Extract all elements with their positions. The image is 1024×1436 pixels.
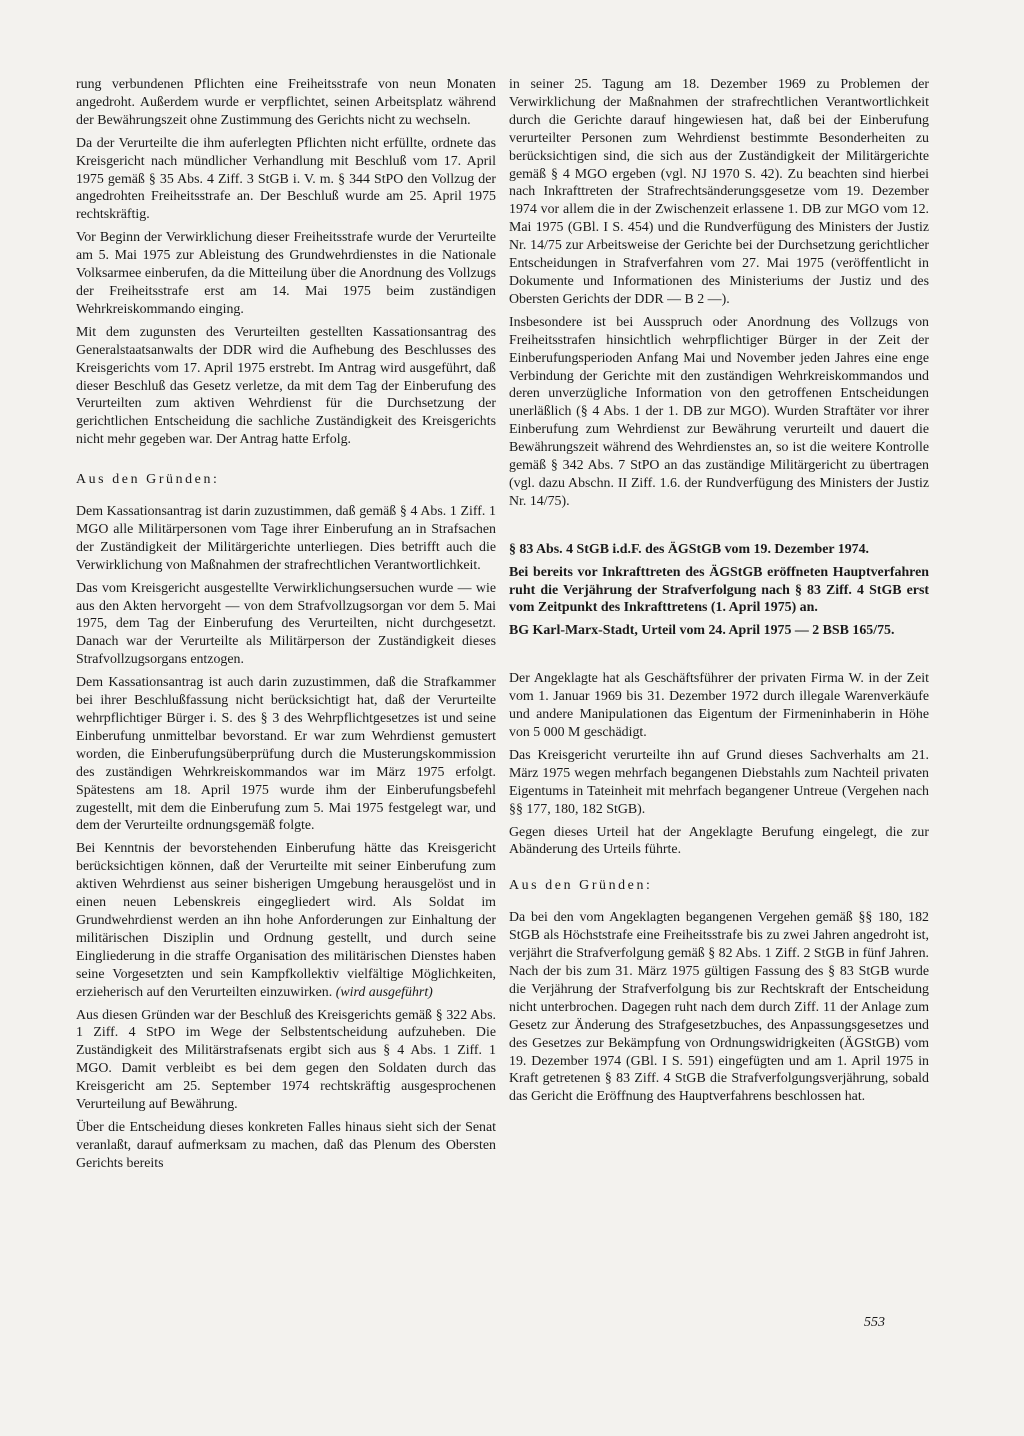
paragraph: Dem Kassationsantrag ist darin zuzustimmen, daß gemäß § 4 Abs. 1 Ziff. 1 MGO alle Militärpersonen vom Tage ihrer Einberufung an in Strafsachen der Zuständigkeit der Militärgerichte unterliegen. Dies betrifft auch die Verwirklichung von Maßnahmen der strafrechtlichen Verantwortlichkeit. xyxy=(76,504,496,573)
paragraph: Das vom Kreisgericht ausgestellte Verwirklichungsersuchen wurde — wie aus den Akten hervorgeht — von dem Strafvollzugsorgan vor dem 5. Mai 1975, dem Tag der Einberufung des Verurteilten, nicht durchgesetzt. Danach war der Verurteilte als Militärperson der Zuständigkeit dieses Strafvollzugsorgans entzogen. xyxy=(76,580,496,668)
paragraph: Insbesondere ist bei Ausspruch oder Anordnung des Vollzugs von Freiheitsstrafen hinsichtlich wehrpflichtiger Bürger in der Zeit der Einberufungsperioden Anfang Mai und November jeden Jahres eine enge Verbindung der Gerichte mit den zuständigen Wehrkreiskommandos und deren unverzügliche Information von den getroffenen Entscheidungen unerläßlich (§ 4 Abs. 1 der 1. DB zur MGO). Wurden Straftäter vor ihrer Einberufung zum Wehrdienst zur Bewährung verurteilt und dauert die Bewährungszeit während des Wehrdienstes an, so ist die weitere Kontrolle gemäß § 342 Abs. 7 StPO an das zuständige Militärgericht zu übertragen (vgl. dazu Abschn. II Ziff. 1.6. der Rundverfügung des Ministers der Justiz Nr. 14/75). xyxy=(509,314,929,509)
case-heading-headnote: Bei bereits vor Inkrafttreten des ÄGStGB eröffneten Hauptverfahren ruht die Verjährung der Strafverfolgung nach § 83 Ziff. 4 StGB erst vom Zeitpunkt des Inkrafttretens (1. April 1975) an. xyxy=(509,564,929,616)
paragraph xyxy=(76,840,496,1001)
paragraph: Der Angeklagte hat als Geschäftsführer der privaten Firma W. in der Zeit vom 1. Januar 1969 bis 31. Dezember 1972 durch illegale Warenverkäufe und andere Manipulationen das Eigentum der Firmeninhaberin in Höhe von 5 000 M geschädigt. xyxy=(509,671,929,740)
left-column xyxy=(76,76,496,1178)
italic-note: (wird ausgeführt) xyxy=(335,984,433,1000)
paragraph: Mit dem zugunsten des Verurteilten gestellten Kassationsantrag des Generalstaatsanwalts der DDR wird die Aufhebung des Beschlusses des Kreisgerichts vom 17. April 1975 erstrebt. Im Antrag wird ausgeführt, daß dieser Beschluß das Gesetz verletze, da mit dem Tag der Einberufung des Verurteilten zum aktiven Wehrdienst für die Durchsetzung der gerichtlichen Entscheidung die sachliche Zuständigkeit des Kreisgerichts nicht mehr gegeben war. Der Antrag hatte Erfolg. xyxy=(76,324,496,448)
case-heading-citation: BG Karl-Marx-Stadt, Urteil vom 24. April 1975 — 2 BSB 165/75. xyxy=(509,623,895,639)
paragraph-text: Bei Kenntnis der bevorstehenden Einberufung hätte das Kreisgericht berücksichtigen können, daß der Verurteilte mit seiner Einberufung zum aktiven Wehrdienst aus seiner bisherigen Umgebung herausgelöst und in einen neuen Lebenskreis eingegliedert wird. Als Soldat im Grundwehrdienst werden an ihn hohe Anforderungen zur Einhaltung der militärischen Disziplin und Ordnung gestellt, und durch seine Eingliederung in die straffe Organisation des militärischen Dienstes haben seine Vorgesetzten und sein Kampfkollektiv vielfältige Möglichkeiten, erzieherisch auf den Verurteilten einzuwirken. xyxy=(76,841,496,1000)
case-heading-statute: § 83 Abs. 4 StGB i.d.F. des ÄGStGB vom 19. Dezember 1974. xyxy=(509,541,870,557)
section-subheading: Aus den Gründen: xyxy=(76,472,220,488)
paragraph: rung verbundenen Pflichten eine Freiheitsstrafe von neun Monaten angedroht. Außerdem wurde er verpflichtet, seinen Arbeitsplatz während der Bewährungszeit ohne Zustimmung des Gerichts nicht zu wechseln. xyxy=(76,77,496,128)
paragraph: in seiner 25. Tagung am 18. Dezember 1969 zu Problemen der Verwirklichung der Maßnahmen der strafrechtlichen Verantwortlichkeit durch die Gerichte darauf hingewiesen hat, daß bei der Einberufung verurteilter Personen zum Wehrdienst bestimmte Besonderheiten zu berücksichtigen sind, die sich aus der Zuständigkeit der Militärgerichte gemäß § 4 MGO ergeben (vgl. NJ 1970 S. 42). Zu beachten sind hierbei nach Inkrafttreten der Strafrechtsänderungsgesetze vom 19. Dezember 1974 vor allem die in der Zwischenzeit erlassene 1. DB zur MGO vom 12. Mai 1975 (GBl. I S. 454) und die Rundverfügung des Ministers der Justiz Nr. 14/75 zur Arbeitsweise der Gerichte bei der Durchsetzung gerichtlicher Entscheidungen in Strafverfahren vom 27. Mai 1975 (veröffentlicht in Dokumente und Informationen des Ministeriums der Justiz und des Obersten Gerichts der DDR — B 2 —). xyxy=(509,77,929,307)
paragraph: Vor Beginn der Verwirklichung dieser Freiheitsstrafe wurde der Verurteilte am 5. Mai 1975 zur Ableistung des Grundwehrdienstes in die Nationale Volksarmee einberufen, da die Mitteilung über die Anordnung des Vollzugs der Freiheitsstrafe erst am 14. Mai 1975 beim zuständigen Wehrkreiskommando einging. xyxy=(76,230,496,317)
paragraph: Über die Entscheidung dieses konkreten Falles hinaus sieht sich der Senat veranlaßt, darauf aufmerksam zu machen, daß das Plenum des Obersten Gerichts bereits xyxy=(76,1119,496,1171)
paragraph: Aus diesen Gründen war der Beschluß des Kreisgerichts gemäß § 322 Abs. 1 Ziff. 4 StPO im Wege der Selbstentscheidung aufzuheben. Die Zuständigkeit des Militärstrafsenats ergibt sich aus § 4 Abs. 1 Ziff. 1 MGO. Damit verbleibt es bei dem gegen den Soldaten durch das Kreisgericht am 25. September 1974 rechtskräftig ausgesprochenen Verurteilung auf Bewährung. xyxy=(76,1007,496,1113)
right-column xyxy=(509,76,929,1111)
paragraph: Da bei den vom Angeklagten begangenen Vergehen gemäß §§ 180, 182 StGB als Höchststrafe eine Freiheitsstrafe bis zu zwei Jahren angedroht ist, verjährt die Strafverfolgung gemäß § 82 Abs. 1 Ziff. 2 StGB in fünf Jahren. Nach der bis zum 31. März 1975 gültigen Fassung des § 83 StGB wurde die Verjährung der Strafverfolgung bis zur Rechtskraft der Entscheidung nicht unterbrochen. Dagegen ruht nach dem durch Ziff. 11 der Anlage zum Gesetz zur Änderung des Strafgesetzbuches, des Anpassungsgesetzes und des Gesetzes zur Bekämpfung von Ordnungswidrigkeiten (ÄGStGB) vom 19. Dezember 1974 (GBl. I S. 591) eingefügten und am 1. April 1975 in Kraft getretenen § 83 Ziff. 4 StGB die Strafverfolgungsverjährung, sobald das Gericht die Eröffnung des Hauptverfahrens beschlossen hat. xyxy=(509,910,929,1105)
paragraph: Gegen dieses Urteil hat der Angeklagte Berufung eingelegt, die zur Abänderung des Urteils führte. xyxy=(509,824,929,858)
paragraph: Dem Kassationsantrag ist auch darin zuzustimmen, daß die Strafkammer bei ihrer Beschlußfassung nicht berücksichtigt hat, daß der Verurteilte wehrpflichtiger Bürger i. S. des § 3 des Wehrpflichtgesetzes ist und seine Einberufung unmittelbar bevorstand. Er war zum Wehrdienst gemustert worden, die Einberufungsüberprüfung durch die Musterungskommission des zuständigen Wehrkreiskommandos war im März 1975 erfolgt. Spätestens am 18. April 1975 wurde ihm der Einberufungsbefehl zugestellt, mit dem die Einberufung zum 5. Mai 1975 festgelegt war, und dem der Verurteilte ordnungsgemäß folgte. xyxy=(76,675,496,834)
section-subheading: Aus den Gründen: xyxy=(509,878,653,894)
page-number: 553 xyxy=(864,1315,885,1330)
paragraph: Da der Verurteilte die ihm auferlegten Pflichten nicht erfüllte, ordnete das Kreisgericht nach mündlicher Verhandlung mit Beschluß vom 17. April 1975 gemäß § 35 Abs. 4 Ziff. 3 StGB i. V. m. § 344 StPO den Vollzug der angedrohten Freiheitsstrafe an. Der Beschluß wurde am 25. April 1975 rechtskräftig. xyxy=(76,135,496,223)
paragraph: Das Kreisgericht verurteilte ihn auf Grund dieses Sachverhalts am 21. März 1975 wegen mehrfach begangenen Diebstahls zum Nachteil privaten Eigentums in Tateinheit mit mehrfach begangener Untreue (Vergehen nach §§ 177, 180, 182 StGB). xyxy=(509,747,929,817)
